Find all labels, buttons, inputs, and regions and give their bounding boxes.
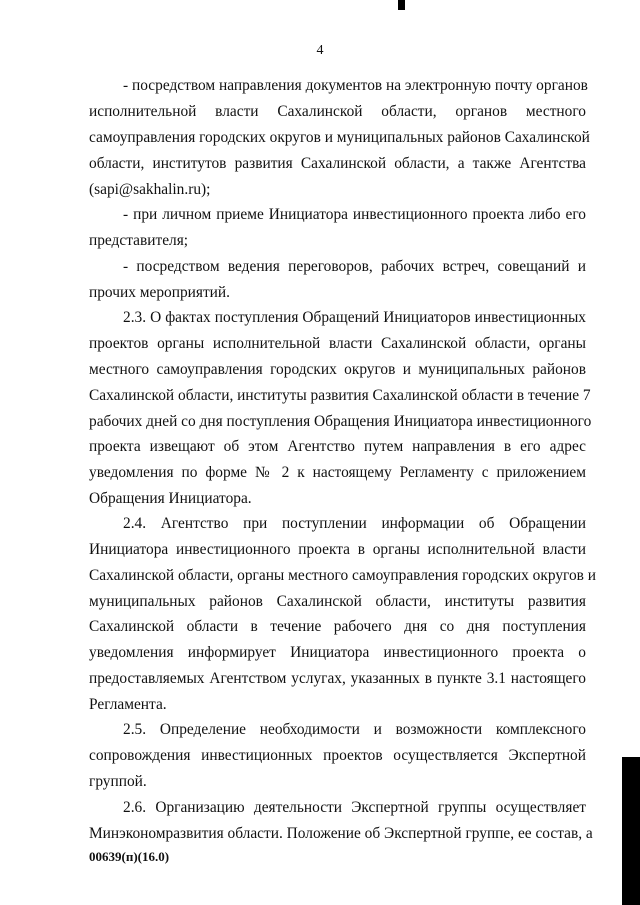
document-code: 00639(п)(16.0) [89, 849, 170, 864]
text-line: прочих мероприятий. [89, 284, 231, 301]
page-number: 4 [316, 43, 324, 58]
text-line: - посредством ведения переговоров, рабочих встреч, совещаний и [123, 258, 586, 275]
text-line: Сахалинской области в течение рабочего дня со дня поступления [89, 618, 586, 635]
text-line: Минэкономразвития области. Положение об Экспертной группе, ее состав, а [89, 825, 593, 842]
text-line: (sapi@sakhalin.ru); [89, 181, 211, 198]
text-line: - посредством направления документов на электронную почту органов [123, 77, 588, 94]
text-line: Регламента. [89, 696, 167, 713]
text-line: группой. [89, 773, 147, 790]
text-line: предоставляемых Агентством услугах, указанных в пункте 3.1 настоящего [89, 670, 586, 687]
text-line: 2.5. Определение необходимости и возможности комплексного [123, 721, 586, 738]
text-line: Сахалинской области, институты развития Сахалинской области в течение 7 [89, 387, 591, 404]
text-line: - при личном приеме Инициатора инвестиционного проекта либо его [123, 206, 586, 223]
text-line: Обращения Инициатора. [89, 490, 252, 507]
text-line: проекта извещают об этом Агентство путем направления в его адрес [89, 438, 586, 455]
text-line: уведомления по форме № 2 к настоящему Регламенту с приложением [89, 464, 586, 481]
text-line: 2.4. Агентство при поступлении информации об Обращении [123, 515, 586, 532]
text-line: рабочих дней со дня поступления Обращения Инициатора инвестиционного [89, 413, 592, 430]
text-line: местного самоуправления городских округов и муниципальных районов [89, 361, 586, 378]
scan-artifact-top [398, 0, 405, 10]
text-line: 2.6. Организацию деятельности Экспертной группы осуществляет [123, 799, 586, 816]
text-line: области, институтов развития Сахалинской области, а также Агентства [89, 155, 586, 172]
scan-artifact-right-bar [622, 757, 640, 905]
text-line: Инициатора инвестиционного проекта в органы исполнительной власти [89, 541, 586, 558]
text-line: исполнительной власти Сахалинской области, органов местного [89, 103, 586, 120]
text-line: Сахалинской области, органы местного самоуправления городских округов и [89, 567, 596, 584]
text-line: самоуправления городских округов и муниципальных районов Сахалинской [89, 129, 590, 146]
text-line: муниципальных районов Сахалинской области, институты развития [89, 593, 586, 610]
text-line: проектов органы исполнительной власти Сахалинской области, органы [89, 335, 586, 352]
text-line: уведомления информирует Инициатора инвестиционного проекта о [89, 644, 586, 661]
text-line: представителя; [89, 232, 189, 249]
text-line: 2.3. О фактах поступления Обращений Инициаторов инвестиционных [123, 309, 586, 326]
text-line: сопровождения инвестиционных проектов осуществляется Экспертной [89, 747, 586, 764]
